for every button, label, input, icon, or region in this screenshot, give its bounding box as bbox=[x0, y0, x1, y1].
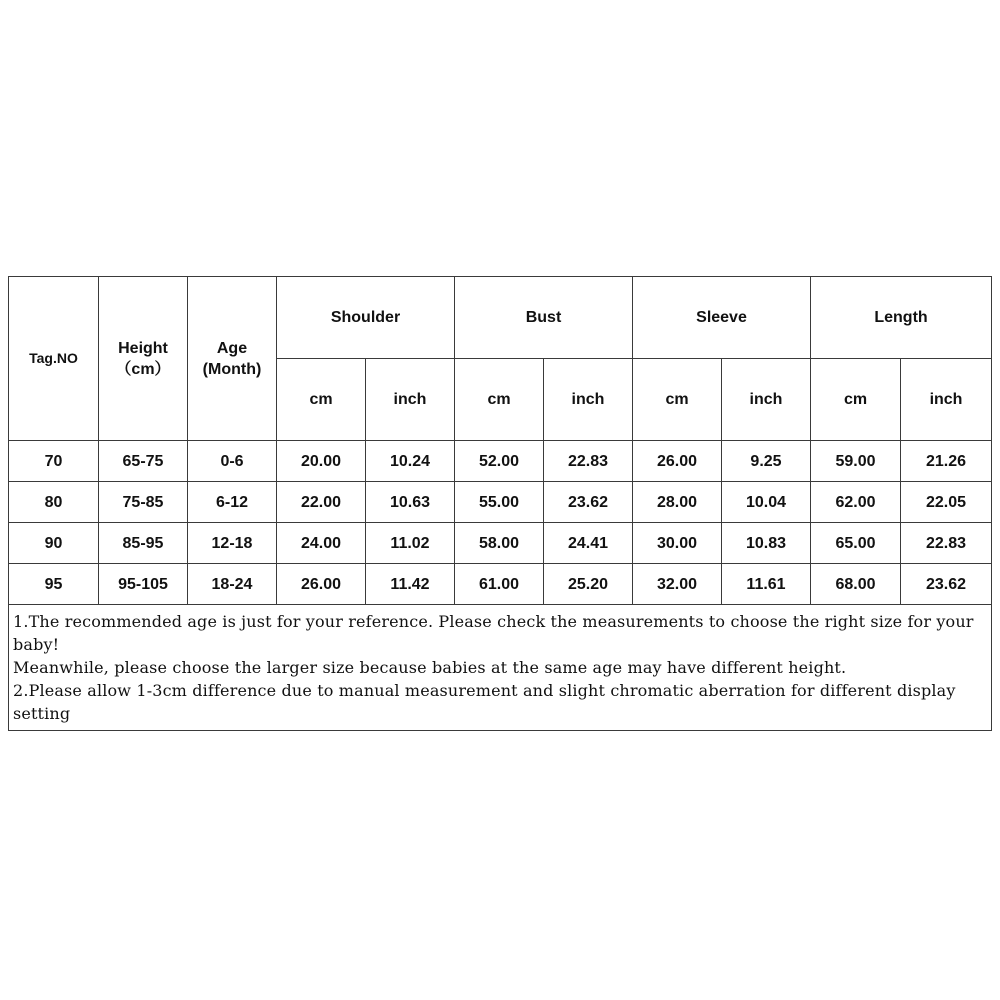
header-sleeve: Sleeve bbox=[633, 277, 811, 359]
cell-tag: 95 bbox=[9, 564, 99, 605]
cell-shoulder-inch: 10.63 bbox=[366, 482, 455, 523]
cell-length-inch: 22.05 bbox=[901, 482, 992, 523]
unit-sleeve-inch: inch bbox=[722, 359, 811, 441]
cell-length-inch: 22.83 bbox=[901, 523, 992, 564]
cell-bust-inch: 23.62 bbox=[544, 482, 633, 523]
cell-bust-inch: 24.41 bbox=[544, 523, 633, 564]
note-3: 2.Please allow 1-3cm difference due to manual measurement and slight chromatic aberration for different display setting bbox=[13, 681, 956, 723]
unit-bust-inch: inch bbox=[544, 359, 633, 441]
size-chart-table bbox=[8, 276, 992, 731]
header-length: Length bbox=[811, 277, 992, 359]
cell-shoulder-cm: 22.00 bbox=[277, 482, 366, 523]
cell-shoulder-inch: 11.42 bbox=[366, 564, 455, 605]
cell-length-cm: 68.00 bbox=[811, 564, 901, 605]
header-shoulder: Shoulder bbox=[277, 277, 455, 359]
cell-age: 18-24 bbox=[188, 564, 277, 605]
note-2: Meanwhile, please choose the larger size because babies at the same age may have different height. bbox=[13, 658, 847, 677]
unit-length-cm: cm bbox=[811, 359, 901, 441]
cell-age: 12-18 bbox=[188, 523, 277, 564]
cell-shoulder-cm: 24.00 bbox=[277, 523, 366, 564]
cell-length-inch: 23.62 bbox=[901, 564, 992, 605]
header-bust: Bust bbox=[455, 277, 633, 359]
cell-length-cm: 65.00 bbox=[811, 523, 901, 564]
table-row-size-95 bbox=[9, 564, 992, 605]
table-row-size-80 bbox=[9, 482, 992, 523]
unit-length-inch: inch bbox=[901, 359, 992, 441]
table-row-size-70 bbox=[9, 441, 992, 482]
cell-tag: 70 bbox=[9, 441, 99, 482]
cell-sleeve-inch: 11.61 bbox=[722, 564, 811, 605]
cell-height: 65-75 bbox=[99, 441, 188, 482]
cell-bust-cm: 55.00 bbox=[455, 482, 544, 523]
cell-sleeve-cm: 30.00 bbox=[633, 523, 722, 564]
unit-shoulder-inch: inch bbox=[366, 359, 455, 441]
notes-row bbox=[9, 605, 992, 731]
table-row-size-90 bbox=[9, 523, 992, 564]
notes-cell bbox=[9, 605, 992, 731]
cell-height: 75-85 bbox=[99, 482, 188, 523]
cell-shoulder-cm: 20.00 bbox=[277, 441, 366, 482]
cell-length-cm: 59.00 bbox=[811, 441, 901, 482]
cell-sleeve-inch: 10.83 bbox=[722, 523, 811, 564]
cell-length-cm: 62.00 bbox=[811, 482, 901, 523]
header-row-groups bbox=[9, 277, 992, 359]
unit-sleeve-cm: cm bbox=[633, 359, 722, 441]
cell-bust-inch: 22.83 bbox=[544, 441, 633, 482]
cell-tag: 80 bbox=[9, 482, 99, 523]
header-height: Height （cm） bbox=[99, 277, 188, 441]
cell-sleeve-cm: 28.00 bbox=[633, 482, 722, 523]
cell-height: 95-105 bbox=[99, 564, 188, 605]
cell-length-inch: 21.26 bbox=[901, 441, 992, 482]
unit-shoulder-cm: cm bbox=[277, 359, 366, 441]
cell-shoulder-inch: 11.02 bbox=[366, 523, 455, 564]
cell-shoulder-cm: 26.00 bbox=[277, 564, 366, 605]
cell-sleeve-cm: 32.00 bbox=[633, 564, 722, 605]
cell-sleeve-cm: 26.00 bbox=[633, 441, 722, 482]
cell-tag: 90 bbox=[9, 523, 99, 564]
cell-bust-cm: 52.00 bbox=[455, 441, 544, 482]
cell-age: 6-12 bbox=[188, 482, 277, 523]
cell-sleeve-inch: 10.04 bbox=[722, 482, 811, 523]
note-1: 1.The recommended age is just for your reference. Please check the measurements to choose the right size for your baby! bbox=[13, 612, 974, 654]
cell-bust-cm: 58.00 bbox=[455, 523, 544, 564]
cell-shoulder-inch: 10.24 bbox=[366, 441, 455, 482]
header-tag-no: Tag.NO bbox=[9, 277, 99, 441]
header-age: Age (Month) bbox=[188, 277, 277, 441]
unit-bust-cm: cm bbox=[455, 359, 544, 441]
cell-age: 0-6 bbox=[188, 441, 277, 482]
cell-bust-cm: 61.00 bbox=[455, 564, 544, 605]
cell-sleeve-inch: 9.25 bbox=[722, 441, 811, 482]
cell-height: 85-95 bbox=[99, 523, 188, 564]
cell-bust-inch: 25.20 bbox=[544, 564, 633, 605]
